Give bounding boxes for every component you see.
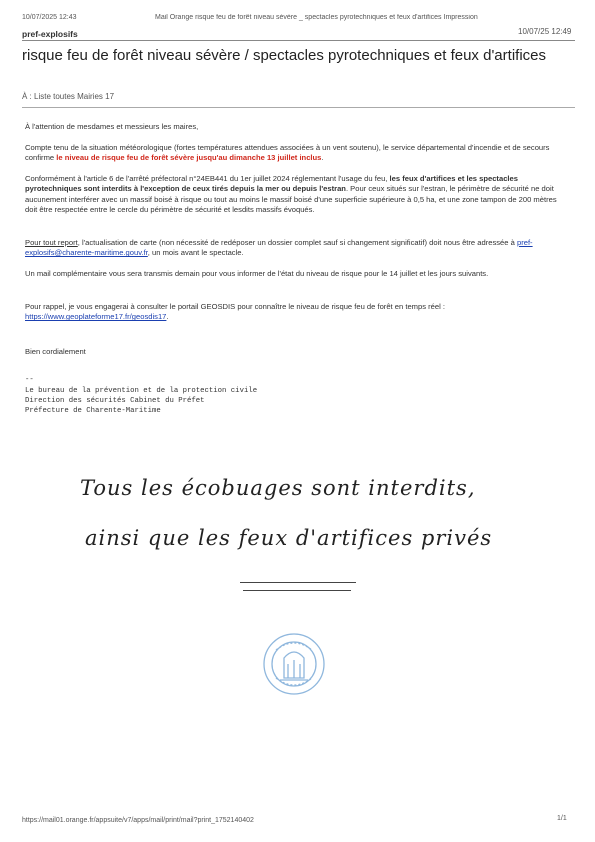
signature-separator: -- <box>25 376 34 384</box>
geosdis-text-end: . <box>166 312 169 322</box>
email-link[interactable]: pref-explosifs@charente-maritime.gouv.fr <box>25 238 533 258</box>
report-underlined: Pour tout report <box>25 238 78 247</box>
recipient-divider <box>22 107 575 108</box>
signature-line-3: Préfecture de Charente-Maritime <box>25 407 161 415</box>
signature-line-top <box>240 582 356 583</box>
header-datetime-right: 10/07/25 12:49 <box>518 27 572 36</box>
paragraph-regulation <box>25 174 565 216</box>
paragraph-report <box>25 238 565 259</box>
report-text-b: , un mois avant le spectacle. <box>147 248 244 258</box>
handwritten-line-2: ainsi que les feux d'artifices privés <box>85 526 493 550</box>
closing: Bien cordialement <box>25 347 86 356</box>
report-text-a: , l'actualisation de carte (non nécessité de redéposer un dossier complet sauf si changement significatif) doit nous être adressée à <box>77 238 515 247</box>
handwritten-line-1: Tous les écobuages sont interdits, <box>80 476 476 500</box>
signature-line-1: Le bureau de la prévention et de la protection civile <box>25 387 258 395</box>
paragraph-followup: Un mail complémentaire vous sera transmis demain pour vous informer de l'état du niveau de risque pour le 14 juillet et les jours suivants. <box>25 269 489 278</box>
header-datetime-left: 10/07/2025 12:43 <box>22 14 77 21</box>
risk-level-highlight: le niveau de risque feu de forêt sévère jusqu'au dimanche 13 juillet inclus <box>56 153 322 163</box>
signature-line-2: Direction des sécurités Cabinet du Préfet <box>25 397 205 405</box>
signature-line-bottom <box>243 590 351 591</box>
geosdis-text: Pour rappel, je vous engagerai à consulter le portail GEOSDIS pour connaître le niveau de risque feu de forêt en temps réel : <box>25 302 446 311</box>
official-seal-stamp-icon <box>262 632 326 696</box>
header-divider <box>22 40 575 41</box>
geosdis-link[interactable]: https://www.geoplateforme17.fr/geosdis17 <box>25 312 167 322</box>
paragraph-geosdis <box>25 302 565 323</box>
regulation-text-a: Conformément à l'article 6 de l'arrêté préfectoral n°24EB441 du 1er juillet 2024 réglementant l'usage du feu, <box>25 174 388 183</box>
paragraph-risk-text: Compte tenu de la situation météorologique (fortes températures attendues associées à un vent soutenu), le service départemental d'incendie et de secours confirme <box>25 143 550 163</box>
greeting: À l'attention de mesdames et messieurs les maires, <box>25 122 199 131</box>
regulation-text-c: . Pour ceux situés sur l'estran, le périmètre de sécurité ne doit aucunement interférer avec un massif boisé à risque ou tout au moins le massif boisé d'une superficie supérieure à 0,5 ha, et une zone tampon de 200 mètres doit être respectée entre le cercle du périmètre de sécurité et lesdits massifs évoqués. <box>25 184 557 215</box>
header-sender: pref-explosifs <box>22 29 78 39</box>
paragraph-risk-level: Compte tenu de la situation météorologique (fortes températures attendues associées à un vent soutenu), le service départemental d'incendie et de secours confirme le niveau de risque feu de forêt sévère jusqu'au dimanche 13 juillet inclus. <box>25 143 550 163</box>
email-subject: risque feu de forêt niveau sévère / spectacles pyrotechniques et feux d'artifices <box>22 47 546 64</box>
regulation-ban-highlight: les feux d'artifices et les spectacles pyrotechniques sont interdits à l'exception de ceux tirés depuis la mer ou depuis l'estran <box>25 174 518 194</box>
header-doc-title: Mail Orange risque feu de forêt niveau sévère _ spectacles pyrotechniques et feux d'artifices Impression <box>155 14 478 21</box>
email-recipient: À : Liste toutes Mairies 17 <box>22 92 115 101</box>
footer-page-number: 1/1 <box>557 815 567 822</box>
footer-url: https://mail01.orange.fr/appsuite/v7/apps/mail/print/mail?print_1752140402 <box>22 817 254 824</box>
